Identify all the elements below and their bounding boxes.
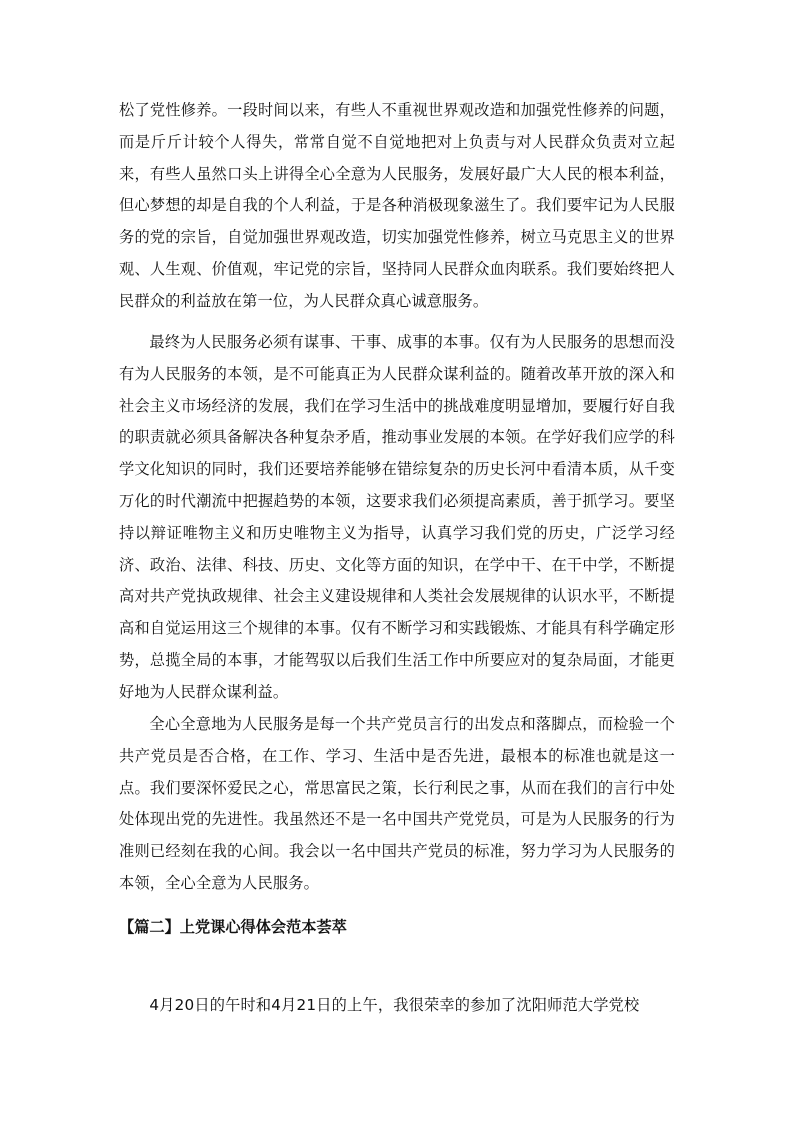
paragraph-4 [119, 990, 675, 1022]
paragraph-3-text: 全心全意地为人民服务是每一个共产党员言行的出发点和落脚点，而检验一个共产党员是否合格，在工作、学习、生活中是否先进，最根本的标准也就是这一点。我们要深怀爱民之心，常思富民之策，长行利民之事，从而在我们的言行中处处体现出党的先进性。我虽然还不是一名中国共产党党员，可是为人民服务的行为准则已经刻在我的心间。我会以一名中国共产党员的标准，努力学习为人民服务的本领，全心全意为人民服务。 [119, 715, 675, 892]
paragraph-4-text: 4月20日的午时和4月21日的上午，我很荣幸的参加了沈阳师范大学党校 [149, 996, 640, 1014]
paragraph-2-text: 最终为人民服务必须有谋事、干事、成事的本事。仅有为人民服务的思想而没有为人民服务的本领，是不可能真正为人民群众谋利益的。随着改革开放的深入和社会主义市场经济的发展，我们在学习生活中的挑战难度明显增加，要履行好自我的职责就必须具备解决各种复杂矛盾，推动事业发展的本领。在学好我们应学的科学文化知识的同时，我们还要培养能够在错综复杂的历史长河中看清本质，从千变万化的时代潮流中把握趋势的本领，这要求我们必须提高素质，善于抓学习。要坚持以辩证唯物主义和历史唯物主义为指导，认真学习我们党的历史，广泛学习经济、政治、法律、科技、历史、文化等方面的知识，在学中干、在干中学，不断提高对共产党执政规律、社会主义建设规律和人类社会发展规律的认识水平，不断提高和自觉运用这三个规律的本事。仅有不断学习和实践锻炼、才能具有科学确定形势，总揽全局的本事，才能驾驭以后我们生活工作中所要应对的复杂局面，才能更好地为人民群众谋利益。 [119, 333, 675, 701]
paragraph-1 [119, 95, 675, 318]
section-heading: 【篇二】上党课心得体会范本荟萃 [119, 918, 347, 936]
paragraph-2 [119, 327, 675, 709]
paragraph-1-text: 松了党性修养。一段时间以来，有些人不重视世界观改造和加强党性修养的问题，而是斤斤计较个人得失，常常自觉不自觉地把对上负责与对人民群众负责对立起来，有些人虽然口头上讲得全心全意为人民服务，发展好最广大人民的根本利益，但心梦想的却是自我的个人利益，于是各种消极现象滋生了。我们要牢记为人民服务的党的宗旨，自觉加强世界观改造，切实加强党性修养，树立马克思主义的世界观、人生观、价值观，牢记党的宗旨，坚持同人民群众血肉联系。我们要始终把人民群众的利益放在第一位，为人民群众真心诚意服务。 [119, 101, 675, 310]
paragraph-3 [119, 709, 675, 900]
